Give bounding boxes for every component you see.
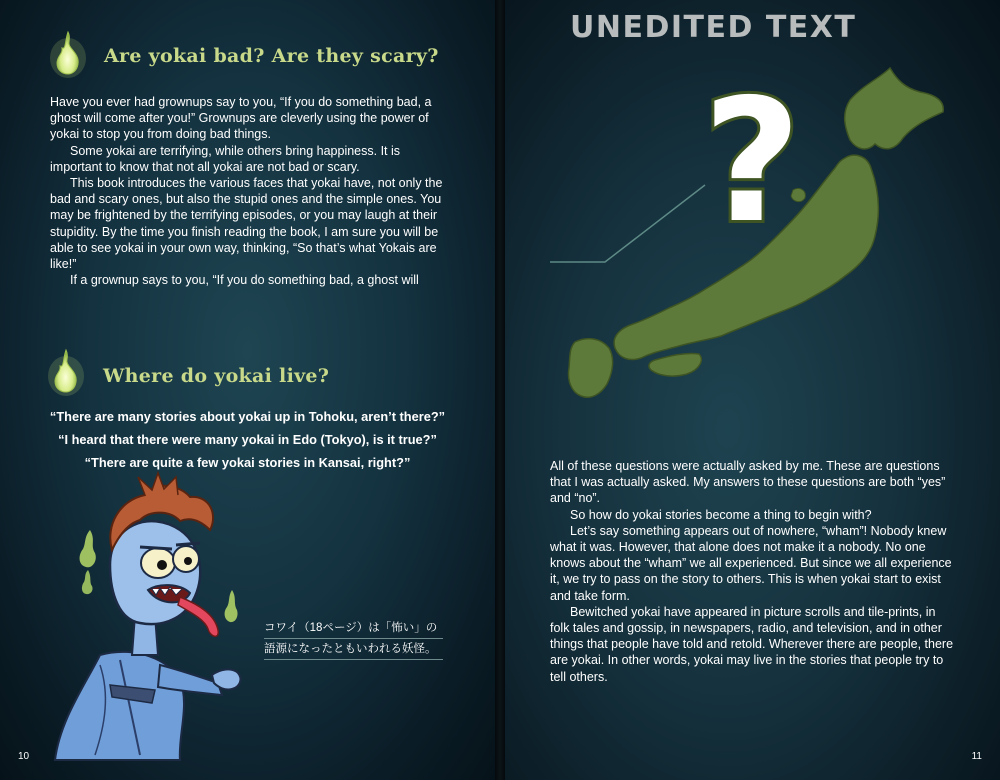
caption-line: コワイ（18ページ）は「怖い」の — [264, 618, 443, 639]
paragraph: So how do yokai stories become a thing to begin with? — [570, 507, 872, 522]
paragraph: Some yokai are terrifying, while others bring happiness. It is important to know that not all yokai are not bad or scary. — [50, 143, 401, 174]
caption-line: 語源になったともいわれる妖怪。 — [264, 639, 443, 660]
quote-tohoku: “There are many stories about yokai up in Tohoku, aren’t there?” — [49, 409, 446, 424]
section-heading-where-live: Where do yokai live? — [103, 365, 330, 387]
left-page — [0, 0, 495, 780]
intro-text — [50, 94, 450, 288]
question-mark: ? — [702, 63, 802, 261]
paragraph: If a grownup says to you, “If you do something bad, a ghost will — [70, 273, 419, 288]
page-number-left: 10 — [18, 751, 30, 762]
quote-kansai: “There are quite a few yokai stories in Kansai, right?” — [84, 455, 411, 470]
quote-edo: “I heard that there were many yokai in Edo (Tokyo), is it true?” — [58, 432, 437, 447]
page-number-right: 11 — [971, 751, 982, 762]
unedited-text-stamp: UNEDITED TEXT — [570, 10, 857, 45]
paragraph: Bewitched yokai have appeared in picture scrolls and tile-prints, in folk tales and gossip, in newspapers, radio, and television, and in other things that people have told and retold. Wherever there are people, there are yokai. In other words, yokai may live in the stories that people try to tell others. — [550, 604, 954, 684]
paragraph: All of these questions were actually asked by me. These are questions that I was actually asked. My answers to these questions are both “yes” and “no”. — [550, 459, 946, 506]
flame-icon — [46, 346, 86, 396]
book-gutter — [495, 0, 505, 780]
japan-map — [545, 40, 965, 410]
yokai-illustration — [40, 455, 260, 765]
section-heading-bad-scary: Are yokai bad? Are they scary? — [104, 45, 439, 67]
japanese-caption — [264, 618, 443, 660]
right-body-text — [550, 458, 955, 685]
paragraph: Let’s say something appears out of nowhere, “wham”! Nobody knew what it was. However, that alone does not make it a nobody. No one knows about the “wham” we all experienced. But since we all experience it, we try to pass on the story to others. This is when yokai start to exist and take form. — [550, 523, 952, 603]
paragraph: Have you ever had grownups say to you, “If you do something bad, a ghost will come after you!” Grownups are cleverly using the power of yokai to stop you from doing bad things. — [50, 95, 432, 142]
flame-icon — [48, 28, 88, 78]
paragraph: This book introduces the various faces that yokai have, not only the bad and scary ones, but also the stupid ones and the simple ones. You may be frightened by the terrifying episodes, or you may laugh at their stupidity. By the time you finish reading the book, I am sure you will be able to see yokai in your own way, thinking, “So that’s what Yokais are like!” — [50, 176, 443, 272]
